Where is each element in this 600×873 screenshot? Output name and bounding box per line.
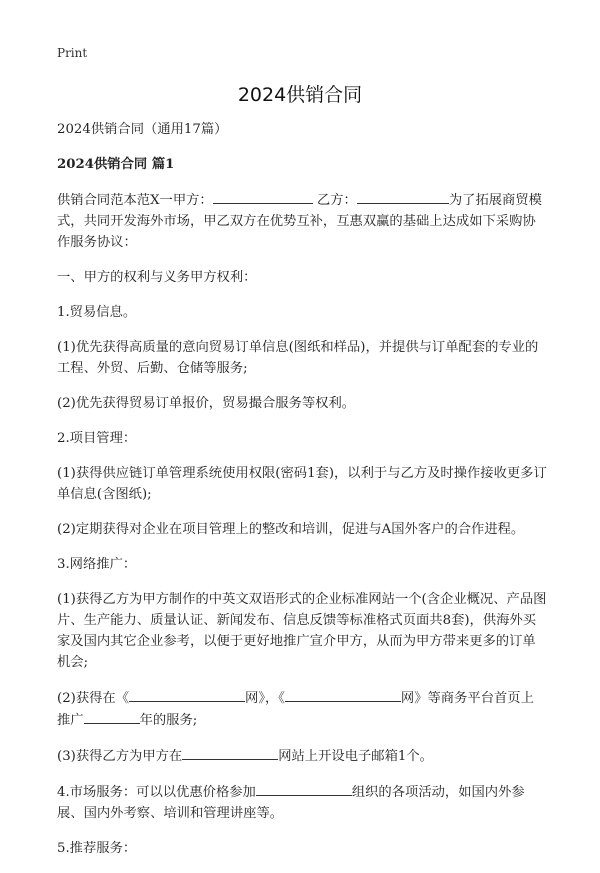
item-3-2-text-1: (2)获得在《 — [57, 691, 130, 706]
item-2-2: (2)定期获得对企业在项目管理上的整改和培训，促进与A国外客户的合作进程。 — [57, 522, 525, 537]
document-title: 2024供销合同 — [237, 84, 363, 106]
item-1-1: (1)优先获得高质量的意向贸易订单信息(图纸和样品)，并提供与订单配套的专业的工程、外贸、后勤、仓储等服务; — [57, 340, 539, 376]
intro-text-1: 供销合同范本范X一甲方： — [57, 193, 213, 208]
party-a-blank — [213, 189, 313, 204]
website-blank — [182, 745, 278, 760]
section-heading: 2024供销合同 篇1 — [57, 157, 175, 172]
years-blank — [84, 709, 140, 724]
item-3-3-text-1: (3)获得乙方为甲方在 — [57, 749, 183, 764]
intro-text-2: 乙方： — [316, 193, 357, 208]
intro-paragraph — [57, 189, 547, 253]
item-2: 2.项目管理： — [57, 431, 137, 446]
item-1: 1.贸易信息。 — [57, 305, 137, 320]
item-4-text-1: 4.市场服务：可以以优惠价格参加 — [57, 785, 256, 800]
intro-text-3: 为了拓展商贸模式，共同开发海外市场，甲乙双方在优势互补，互惠双赢的基础上达成如下采购协作服务协议： — [57, 193, 542, 250]
item-4-text-2: 组织的各项活动，如国内外参展、国内外考察、培训和管理讲座等。 — [57, 785, 525, 821]
organizer-blank — [256, 781, 352, 796]
item-5: 5.推荐服务： — [57, 841, 137, 856]
item-3-2 — [57, 687, 547, 731]
item-4 — [57, 781, 547, 824]
item-3-2-text-2: 网》，《 — [245, 691, 285, 706]
document-body — [57, 119, 547, 873]
party-b-blank — [357, 189, 449, 204]
item-1-2: (2)优先获得贸易订单报价，贸易撮合服务等权利。 — [57, 396, 356, 411]
item-3-3 — [57, 745, 547, 767]
item-3-2-text-4: 年的服务; — [139, 713, 198, 728]
item-3-2-text-3: 网》等商务平台首页上推广 — [57, 691, 534, 728]
document-subtitle: 2024供销合同（通用17篇） — [57, 122, 228, 137]
item-3-1: (1)获得乙方为甲方制作的中英文双语形式的企业标准网站一个(含企业概况、产品图片、生产能力、质量认证、新闻发布、信息反馈等标准格式页面共8套)，供海外买家及国内其它企业参考，以便于更好地推广宣介甲方，从而为甲方带来更多的订单机会; — [57, 592, 547, 670]
item-3-3-text-2: 网站上开设电子邮箱1个。 — [278, 749, 433, 764]
print-label: Print — [57, 46, 88, 60]
website-name-blank-1 — [129, 687, 245, 702]
clause-1: 一、甲方的权利与义务甲方权利： — [57, 270, 257, 285]
website-name-blank-2 — [285, 687, 401, 702]
item-3: 3.网络推广： — [57, 557, 137, 572]
item-2-1: (1)获得供应链订单管理系统使用权限(密码1套)，以利于与乙方及时操作接收更多订单信息(含图纸); — [57, 466, 547, 502]
